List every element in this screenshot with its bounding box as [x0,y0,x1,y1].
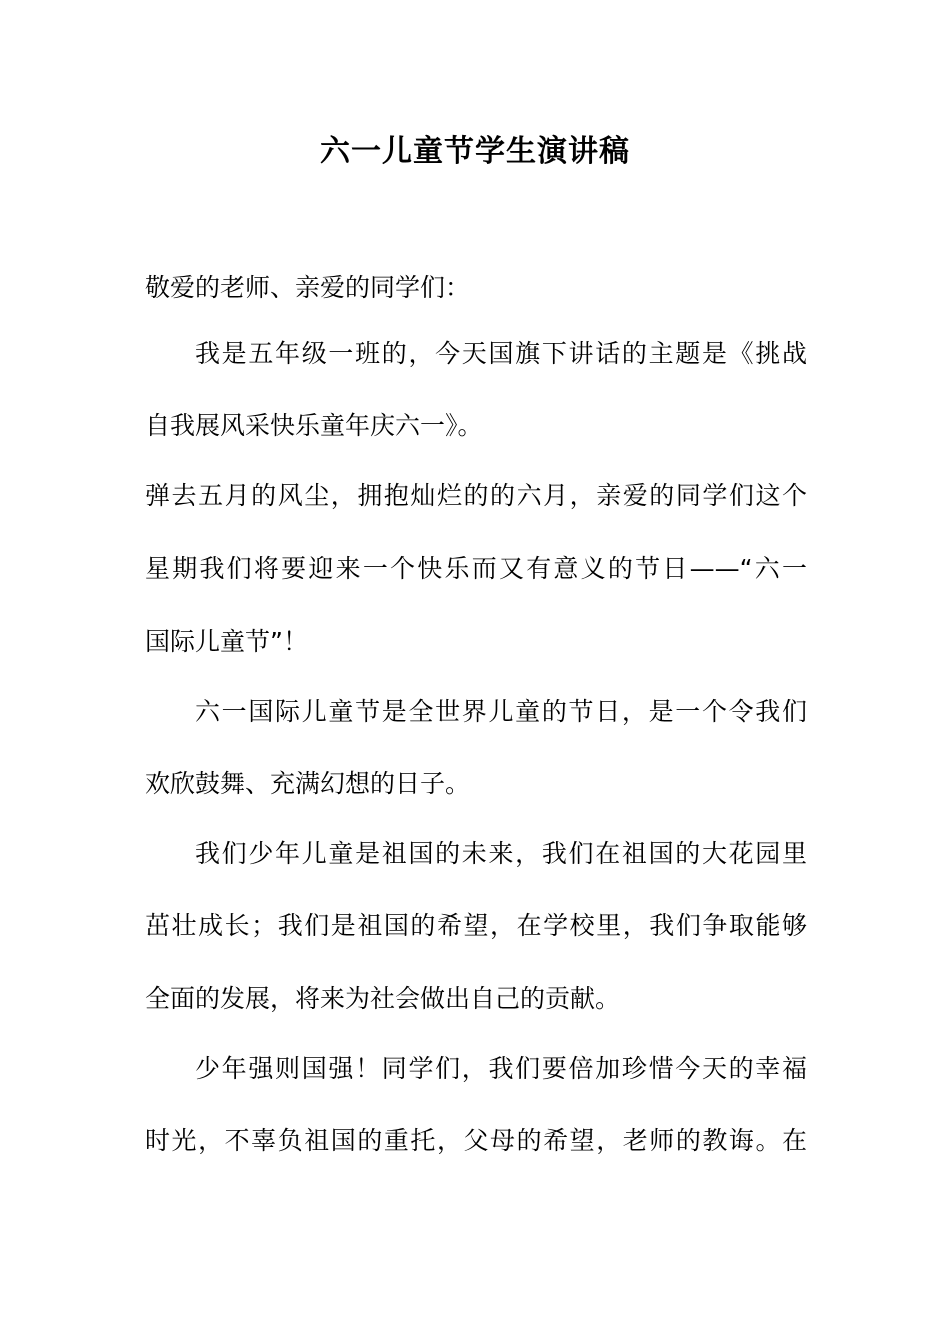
paragraph-5-line-2: 时光，不辜负祖国的重托，父母的希望，老师的教诲。在 [145,1126,807,1155]
paragraph-4-line-3: 全面的发展，将来为社会做出自己的贡献。 [145,984,621,1013]
paragraph-4-line-2: 茁壮成长；我们是祖国的希望，在学校里，我们争取能够 [145,911,807,940]
document-title: 六一儿童节学生演讲稿 [320,134,630,169]
salutation-line: 敬爱的老师、亲爱的同学们： [145,273,471,302]
paragraph-1-line-2: 自我展风采快乐童年庆六一》。 [145,411,483,440]
paragraph-3-line-2: 欢欣鼓舞、充满幻想的日子。 [145,769,471,798]
paragraph-2-line-2: 星期我们将要迎来一个快乐而又有意义的节日——“六一 [145,554,807,583]
paragraph-4-line-1: 我们少年儿童是祖国的未来，我们在祖国的大花园里 [195,839,807,868]
paragraph-2-line-3: 国际儿童节”！ [145,627,308,656]
paragraph-2-line-1: 弹去五月的风尘，拥抱灿烂的的六月，亲爱的同学们这个 [145,481,807,510]
paragraph-5-line-1: 少年强则国强！同学们，我们要倍加珍惜今天的幸福 [195,1054,807,1083]
paragraph-1-line-1: 我是五年级一班的，今天国旗下讲话的主题是《挑战 [195,339,807,368]
paragraph-3-line-1: 六一国际儿童节是全世界儿童的节日，是一个令我们 [195,697,807,726]
